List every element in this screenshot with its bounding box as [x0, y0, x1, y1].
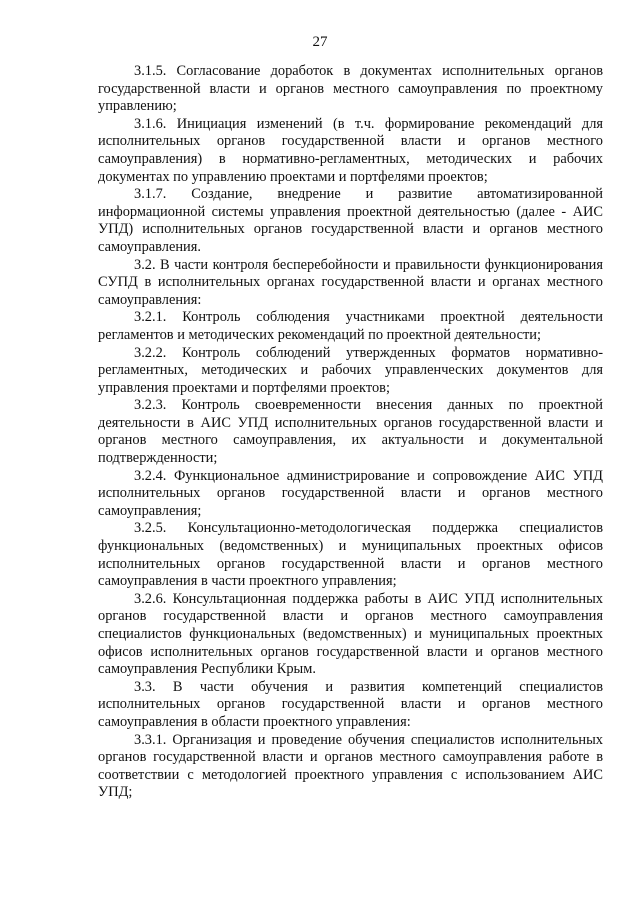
- paragraph-3-3-1: 3.3.1. Организация и проведение обучения специалистов исполнительных органов государственной власти и органов местного самоуправления работе в соответствии с методологией проектного управления с использованием АИС УПД;: [98, 731, 603, 801]
- page-number: 27: [312, 34, 328, 50]
- paragraph-3-1-6: 3.1.6. Инициация изменений (в т.ч. формирование рекомендаций для исполнительных органов государственной власти и органов местного самоуправления) в нормативно-регламентных, методических и рабочих документах по управлению проектами и портфелями проектов;: [98, 115, 603, 185]
- paragraph-3-2-1: 3.2.1. Контроль соблюдения участниками проектной деятельности регламентов и методических рекомендаций по проектной деятельности;: [98, 309, 603, 343]
- paragraph-3-2-3: 3.2.3. Контроль своевременности внесения данных по проектной деятельности в АИС УПД исполнительных органов государственной власти и органов местного самоуправления, их актуальности и документальной подтвержденности;: [98, 397, 603, 467]
- paragraph-3-2-4: 3.2.4. Функциональное администрирование и сопровождение АИС УПД исполнительных органов государственной власти и органов местного самоуправления;: [98, 467, 603, 519]
- paragraph-3-2-6: 3.2.6. Консультационная поддержка работы в АИС УПД исполнительных органов государственной власти и органов местного самоуправления специалистов функциональных (ведомственных) и муниципальных проектных офисов исполнительных органов государственной власти и органов местного самоуправления Республики Крым.: [98, 590, 603, 678]
- paragraph-3-1-7: 3.1.7. Создание, внедрение и развитие автоматизированной информационной системы управления проектной деятельностью (далее - АИС УПД) исполнительных органов государственной власти и органов местного самоуправления.: [98, 186, 603, 255]
- document-body: [98, 63, 603, 802]
- paragraph-3-2-2: 3.2.2. Контроль соблюдений утвержденных форматов нормативно-регламентных, методических и рабочих управленческих документов для управления проектами и портфелями проектов;: [98, 344, 603, 396]
- paragraph-3-2-5: 3.2.5. Консультационно-методологическая поддержка специалистов функциональных (ведомственных) и муниципальных проектных офисов исполнительных органов государственной власти и органов местного самоуправления в части проектного управления;: [98, 520, 603, 590]
- paragraph-3-2: 3.2. В части контроля бесперебойности и правильности функционирования СУПД в исполнительных органах государственной власти и органах местного самоуправления:: [98, 256, 603, 308]
- paragraph-3-3: 3.3. В части обучения и развития компетенций специалистов исполнительных органов государственной власти и органов местного самоуправления в области проектного управления:: [98, 678, 603, 730]
- paragraph-3-1-5: 3.1.5. Согласование доработок в документах исполнительных органов государственной власти и органов местного самоуправления по проектному управлению;: [98, 63, 603, 115]
